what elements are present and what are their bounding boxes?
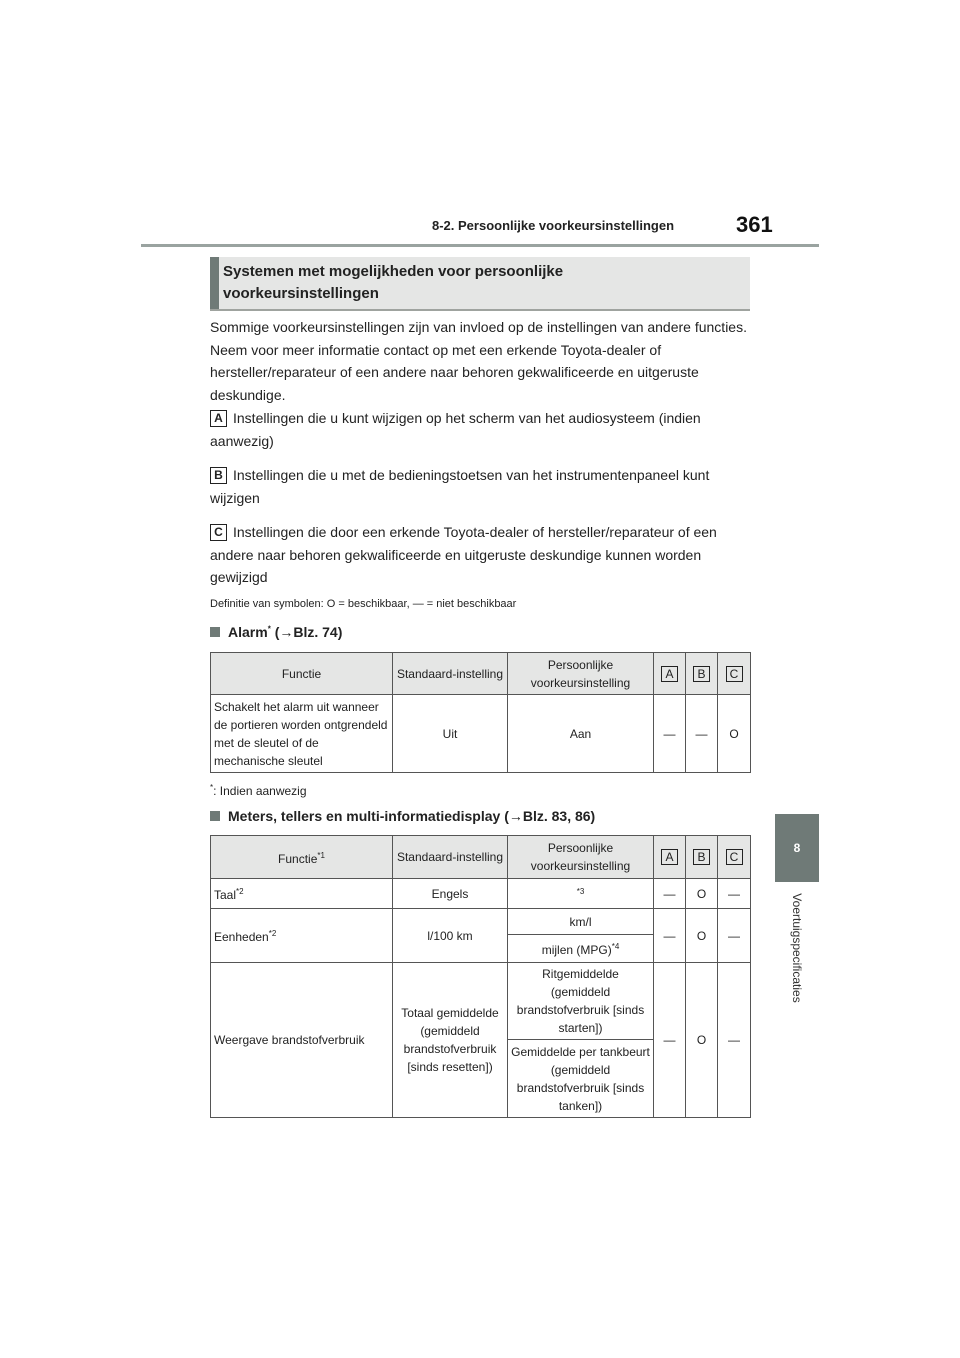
section-heading-bar [210, 257, 219, 309]
legend-a: A Instellingen die u kunt wijzigen op het scherm van het audiosysteem (indien aanwezig) [210, 410, 701, 449]
section-title: Systemen met mogelijkheden voor persoonlijke voorkeursinstellingen [223, 263, 564, 302]
col-persoonlijk: Persoonlijke voorkeursinstelling [508, 653, 654, 695]
col-a: A [654, 836, 686, 879]
square-bullet-icon [210, 627, 220, 637]
square-bullet-icon [210, 811, 220, 821]
chapter-tab-label: Voertuigspecificaties [790, 893, 804, 1003]
col-functie: Functie$^{*1}$ [211, 836, 393, 879]
chapter-tab[interactable] [775, 814, 819, 882]
meters-heading: Meters, tellers en multi-informatiedisplay (→Blz. 83, 86) [210, 808, 595, 824]
col-standaard: Standaard-instelling [393, 836, 508, 879]
col-c: C [718, 836, 751, 879]
table-row: Taal$^{*2}$ Engels $^{*3}$ — O — [211, 879, 751, 909]
symbols-definition: Definitie van symbolen: O = beschikbaar, — = niet beschikbaar [210, 598, 517, 610]
col-a: A [654, 653, 686, 695]
alarm-heading: Alarm* (→Blz. 74) [210, 624, 342, 640]
col-standaard: Standaard-instelling [393, 653, 508, 695]
label-a-icon: A [210, 410, 227, 427]
meters-table [210, 835, 751, 1118]
chapter-number: 8 [793, 841, 801, 855]
col-c: C [718, 653, 751, 695]
col-persoonlijk: Persoonlijke voorkeursinstelling [508, 836, 654, 879]
table-row: mijlen (MPG)$^{*4}$ [211, 935, 751, 963]
col-b: B [686, 836, 718, 879]
running-header: 8-2. Persoonlijke voorkeursinstellingen [432, 218, 675, 233]
col-functie: Functie [211, 653, 393, 695]
col-b: B [686, 653, 718, 695]
page-number: 361 [736, 212, 773, 237]
label-c-icon: C [210, 524, 227, 541]
table-row: Eenheden$^{*2}$ l/100 km km/l — O — [211, 909, 751, 935]
table-row: Schakelt het alarm uit wanneer de portieren worden ontgrendeld met de sleutel of de mechanische sleutel Uit Aan — — O [211, 695, 751, 773]
alarm-footnote: *: Indien aanwezig [210, 783, 307, 798]
header-rule [141, 244, 819, 247]
table-row: Gemiddelde per tankbeurt (gemiddeld brandstofverbruik [sinds tanken]) [211, 1040, 751, 1118]
legend-b: B Instellingen die u met de bedieningstoetsen van het instrumentenpaneel kunt wijzigen [210, 467, 710, 506]
label-b-icon: B [210, 467, 227, 484]
table-row: Weergave brandstofverbruik Totaal gemiddelde (gemiddeld brandstofverbruik [sinds resetten]) Ritgemiddelde (gemiddeld brandstofverbruik [sinds starten]) — O — [211, 963, 751, 1040]
legend-c: C Instellingen die door een erkende Toyota-dealer of hersteller/reparateur of een andere naar behoren gekwalificeerde en uitgeruste deskundige kunnen worden gewijzigd [210, 524, 717, 585]
section-heading [210, 257, 750, 311]
alarm-table [210, 652, 751, 773]
intro-paragraph: Sommige voorkeursinstellingen zijn van invloed op de instellingen van andere functies. Neem voor meer informatie contact op met een erkende Toyota-dealer of hersteller/reparateur of een andere naar behoren gekwalificeerde en uitgeruste deskundige. [210, 319, 747, 403]
